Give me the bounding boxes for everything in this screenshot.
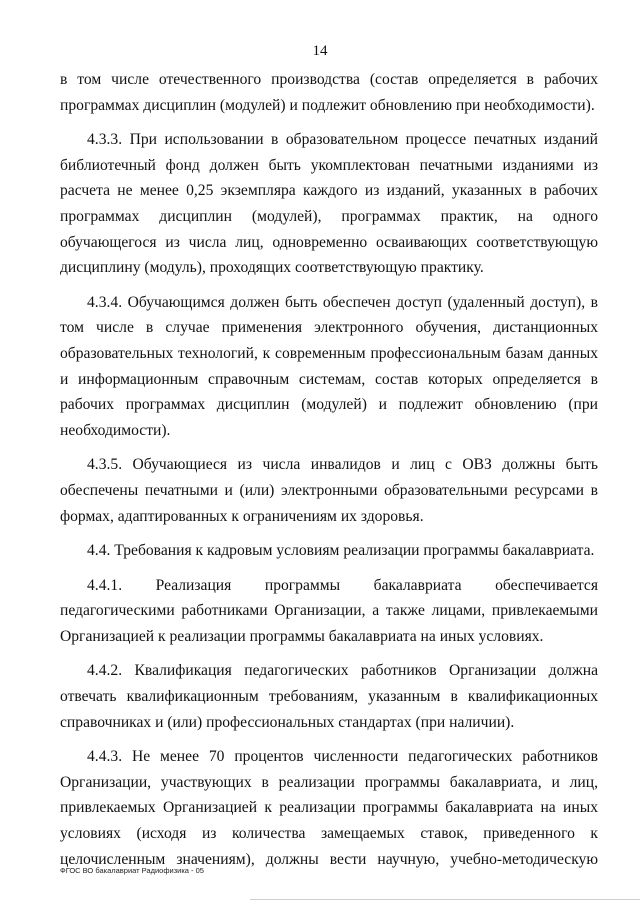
paragraph-4-4: 4.4. Требования к кадровым условиям реализации программы бакалавриата. — [87, 542, 595, 560]
paragraph-4-4-1: 4.4.1. Реализация программы бакалавриата обеспечивается педагогическими работниками Организации, а также лицами, привлекаемыми Организацией к реализации программы бакалавриата на иных условиях. — [60, 576, 598, 645]
paragraph-4-4-3: 4.4.3. Не менее 70 процентов численности педагогических работников Организации, участвующих в реализации программы бакалавриата, и лиц, привлекаемых Организацией к реализации программы бакалавриата на иных условиях (исходя из количества замещаемых ставок, приведенного к целочисленным значениям), должны вести научную, учебно-методическую — [60, 748, 598, 868]
document-body — [60, 67, 598, 872]
page-number: 14 — [312, 43, 328, 59]
paragraph-continuation: в том числе отечественного производства (состав определяется в рабочих программах дисциплин (модулей) и подлежит обновлению при необходимости). — [60, 71, 598, 114]
scan-edge-line — [250, 899, 640, 900]
paragraph-4-3-5: 4.3.5. Обучающиеся из числа инвалидов и лиц с ОВЗ должны быть обеспечены печатными и (или) электронными образовательными ресурсами в формах, адаптированных к ограничениям их здоровья. — [60, 456, 598, 525]
paragraph-4-3-3: 4.3.3. При использовании в образовательном процессе печатных изданий библиотечный фонд должен быть укомплектован печатными изданиями из расчета не менее 0,25 экземпляра каждого из изданий, указанных в рабочих программах дисциплин (модулей), программах практик, на одного обучающегося из числа лиц, одновременно осваивающих соответствующую дисциплину (модуль), проходящих соответствующую практику. — [60, 131, 598, 277]
paragraph-4-4-2: 4.4.2. Квалификация педагогических работников Организации должна отвечать квалификационным требованиям, указанным в квалификационных справочниках и (или) профессиональных стандартах (при наличии). — [60, 662, 598, 731]
paragraph-4-3-4: 4.3.4. Обучающимся должен быть обеспечен доступ (удаленный доступ), в том числе в случае применения электронного обучения, дистанционных образовательных технологий, к современным профессиональным базам данных и информационным справочным системам, состав которых определяется в рабочих программах дисциплин (модулей) и подлежит обновлению (при необходимости). — [60, 293, 598, 439]
document-footer: ФГОС ВО бакалавриат Радиофизика - 05 — [60, 866, 204, 875]
